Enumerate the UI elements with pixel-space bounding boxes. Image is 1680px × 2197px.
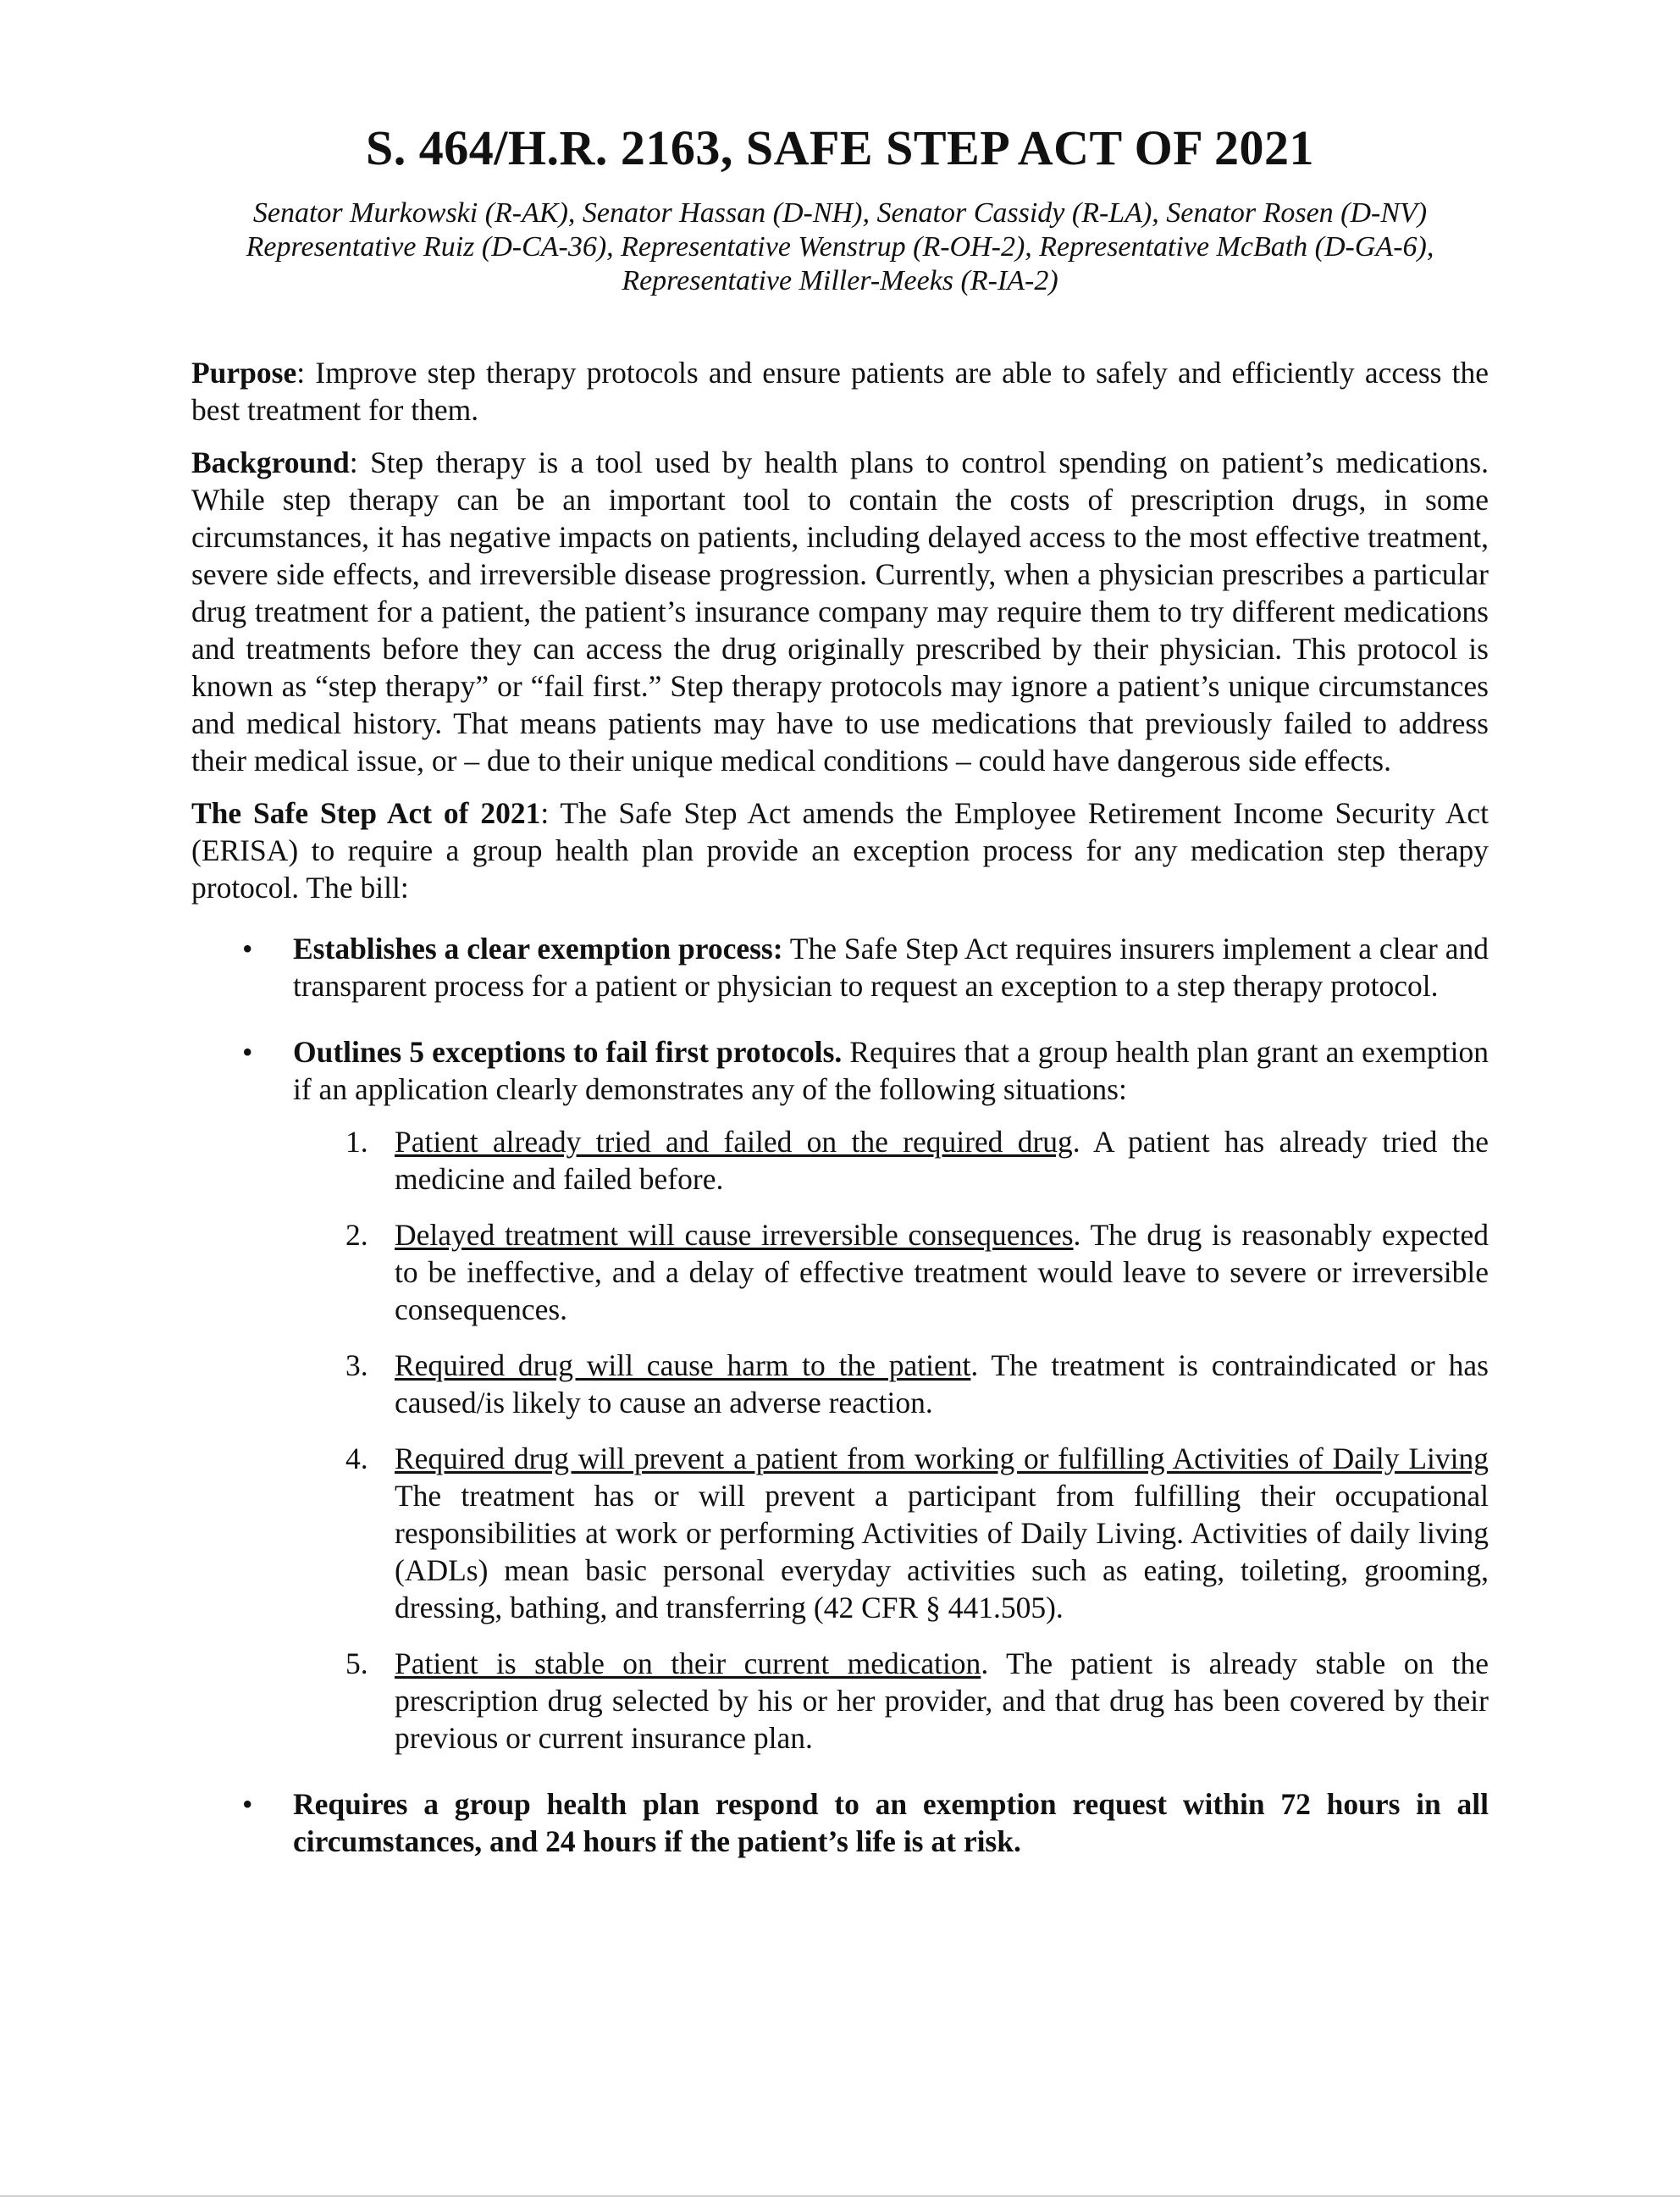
provision-text xyxy=(293,930,1489,1004)
sponsors-representatives-cont: Representative Miller-Meeks (R-IA-2) xyxy=(622,265,1058,296)
bullet-icon: • xyxy=(242,932,253,966)
exception-item-5 xyxy=(293,1645,1489,1757)
exception-number: 4. xyxy=(345,1442,368,1475)
act-text: : The Safe Step Act amends the Employee Retirement Income Security Act (ERISA) to require a group health plan provide an exception process for any medication step therapy protocol. The bill: xyxy=(191,796,1489,905)
provision-body: The Safe Step Act requires insurers implement a clear and transparent process for a patient or physician to request an exception to a step therapy protocol. xyxy=(293,932,1489,1003)
provision-label: Establishes a clear exemption process: xyxy=(293,932,783,966)
exception-heading: Patient already tried and failed on the required drug xyxy=(395,1125,1073,1159)
exception-body: . The patient is already stable on the prescription drug selected by his or her provider, and that drug has been covered by their previous or current insurance plan. xyxy=(395,1646,1489,1755)
exception-text xyxy=(395,1216,1489,1328)
exception-heading: Patient is stable on their current medication xyxy=(395,1646,981,1680)
exception-number: 2. xyxy=(345,1218,368,1252)
purpose-text: : Improve step therapy protocols and ensure patients are able to safely and efficiently access the best treatment for them. xyxy=(191,356,1489,427)
act-label: The Safe Step Act of 2021 xyxy=(191,796,541,830)
purpose-label: Purpose xyxy=(191,356,297,390)
bullet-icon: • xyxy=(242,1787,253,1821)
provision-text: Requires a group health plan respond to an exemption request within 72 hours in all circumstances, and 24 hours if the patient’s life is at risk. xyxy=(293,1787,1489,1858)
provision-label: Outlines 5 exceptions to fail first protocols. xyxy=(293,1035,843,1069)
exception-heading: Required drug will cause harm to the patient xyxy=(395,1348,971,1382)
sponsors-senators: Senator Murkowski (R-AK), Senator Hassan (D-NH), Senator Cassidy (R-LA), Senator Rosen (D-NV) xyxy=(252,197,1428,229)
provision-text xyxy=(293,1033,1489,1108)
provision-body: Requires that a group health plan grant an exemption if an application clearly demonstrates any of the following situations: xyxy=(293,1035,1489,1106)
exception-item-4 xyxy=(293,1440,1489,1626)
sponsors-block xyxy=(191,196,1489,298)
exception-body: . The drug is reasonably expected to be ineffective, and a delay of effective treatment would leave to severe or irreversible consequences. xyxy=(395,1218,1489,1326)
background-paragraph xyxy=(191,444,1489,779)
exception-body: The treatment has or will prevent a participant from fulfilling their occupational responsibilities at work or performing Activities of Daily Living. Activities of daily living (ADLs) mean basic personal everyday activities such as eating, toileting, grooming, dressing, bathing, and transferring (42 CFR § 441.505). xyxy=(395,1479,1489,1624)
exceptions-list xyxy=(293,1123,1489,1757)
exception-heading: Delayed treatment will cause irreversible consequences xyxy=(395,1218,1074,1252)
exception-body: . A patient has already tried the medicine and failed before. xyxy=(395,1125,1489,1196)
provision-item-response-time xyxy=(191,1785,1489,1860)
exception-body: . The treatment is contraindicated or has caused/is likely to cause an adverse reaction. xyxy=(395,1348,1489,1419)
exception-text xyxy=(395,1440,1489,1626)
provision-item-exemption-process xyxy=(191,930,1489,1004)
exception-item-3 xyxy=(293,1347,1489,1421)
act-paragraph xyxy=(191,794,1489,906)
exception-item-1 xyxy=(293,1123,1489,1198)
exception-text xyxy=(395,1645,1489,1757)
exception-number: 3. xyxy=(345,1348,368,1382)
exception-number: 1. xyxy=(345,1125,368,1159)
purpose-paragraph xyxy=(191,354,1489,429)
exception-text xyxy=(395,1123,1489,1198)
exception-text xyxy=(395,1347,1489,1421)
exception-heading: Required drug will prevent a patient from working or fulfilling Activities of Daily Living xyxy=(395,1442,1489,1475)
bullet-icon: • xyxy=(242,1035,253,1069)
bill-provisions-list xyxy=(191,930,1489,1860)
exception-number: 5. xyxy=(345,1646,368,1680)
sponsors-representatives: Representative Ruiz (D-CA-36), Representative Wenstrup (R-OH-2), Representative McBath (D-GA-6), xyxy=(246,231,1434,263)
background-text: : Step therapy is a tool used by health plans to control spending on patient’s medications. While step therapy can be an important tool to contain the costs of prescription drugs, in some circumstances, it has negative impacts on patients, including delayed access to the most effective treatment, severe side effects, and irreversible disease progression. Currently, when a physician prescribes a particular drug treatment for a patient, the patient’s insurance company may require them to try different medications and treatments before they can access the drug originally prescribed by their physician. This protocol is known as “step therapy” or “fail first.” Step therapy protocols may ignore a patient’s unique circumstances and medical history. That means patients may have to use medications that previously failed to address their medical issue, or – due to their unique medical conditions – could have dangerous side effects. xyxy=(191,445,1489,778)
background-label: Background xyxy=(191,445,350,479)
exception-item-2 xyxy=(293,1216,1489,1328)
document-title: S. 464/H.R. 2163, SAFE STEP ACT OF 2021 xyxy=(365,120,1315,175)
provision-item-exceptions xyxy=(191,1033,1489,1757)
